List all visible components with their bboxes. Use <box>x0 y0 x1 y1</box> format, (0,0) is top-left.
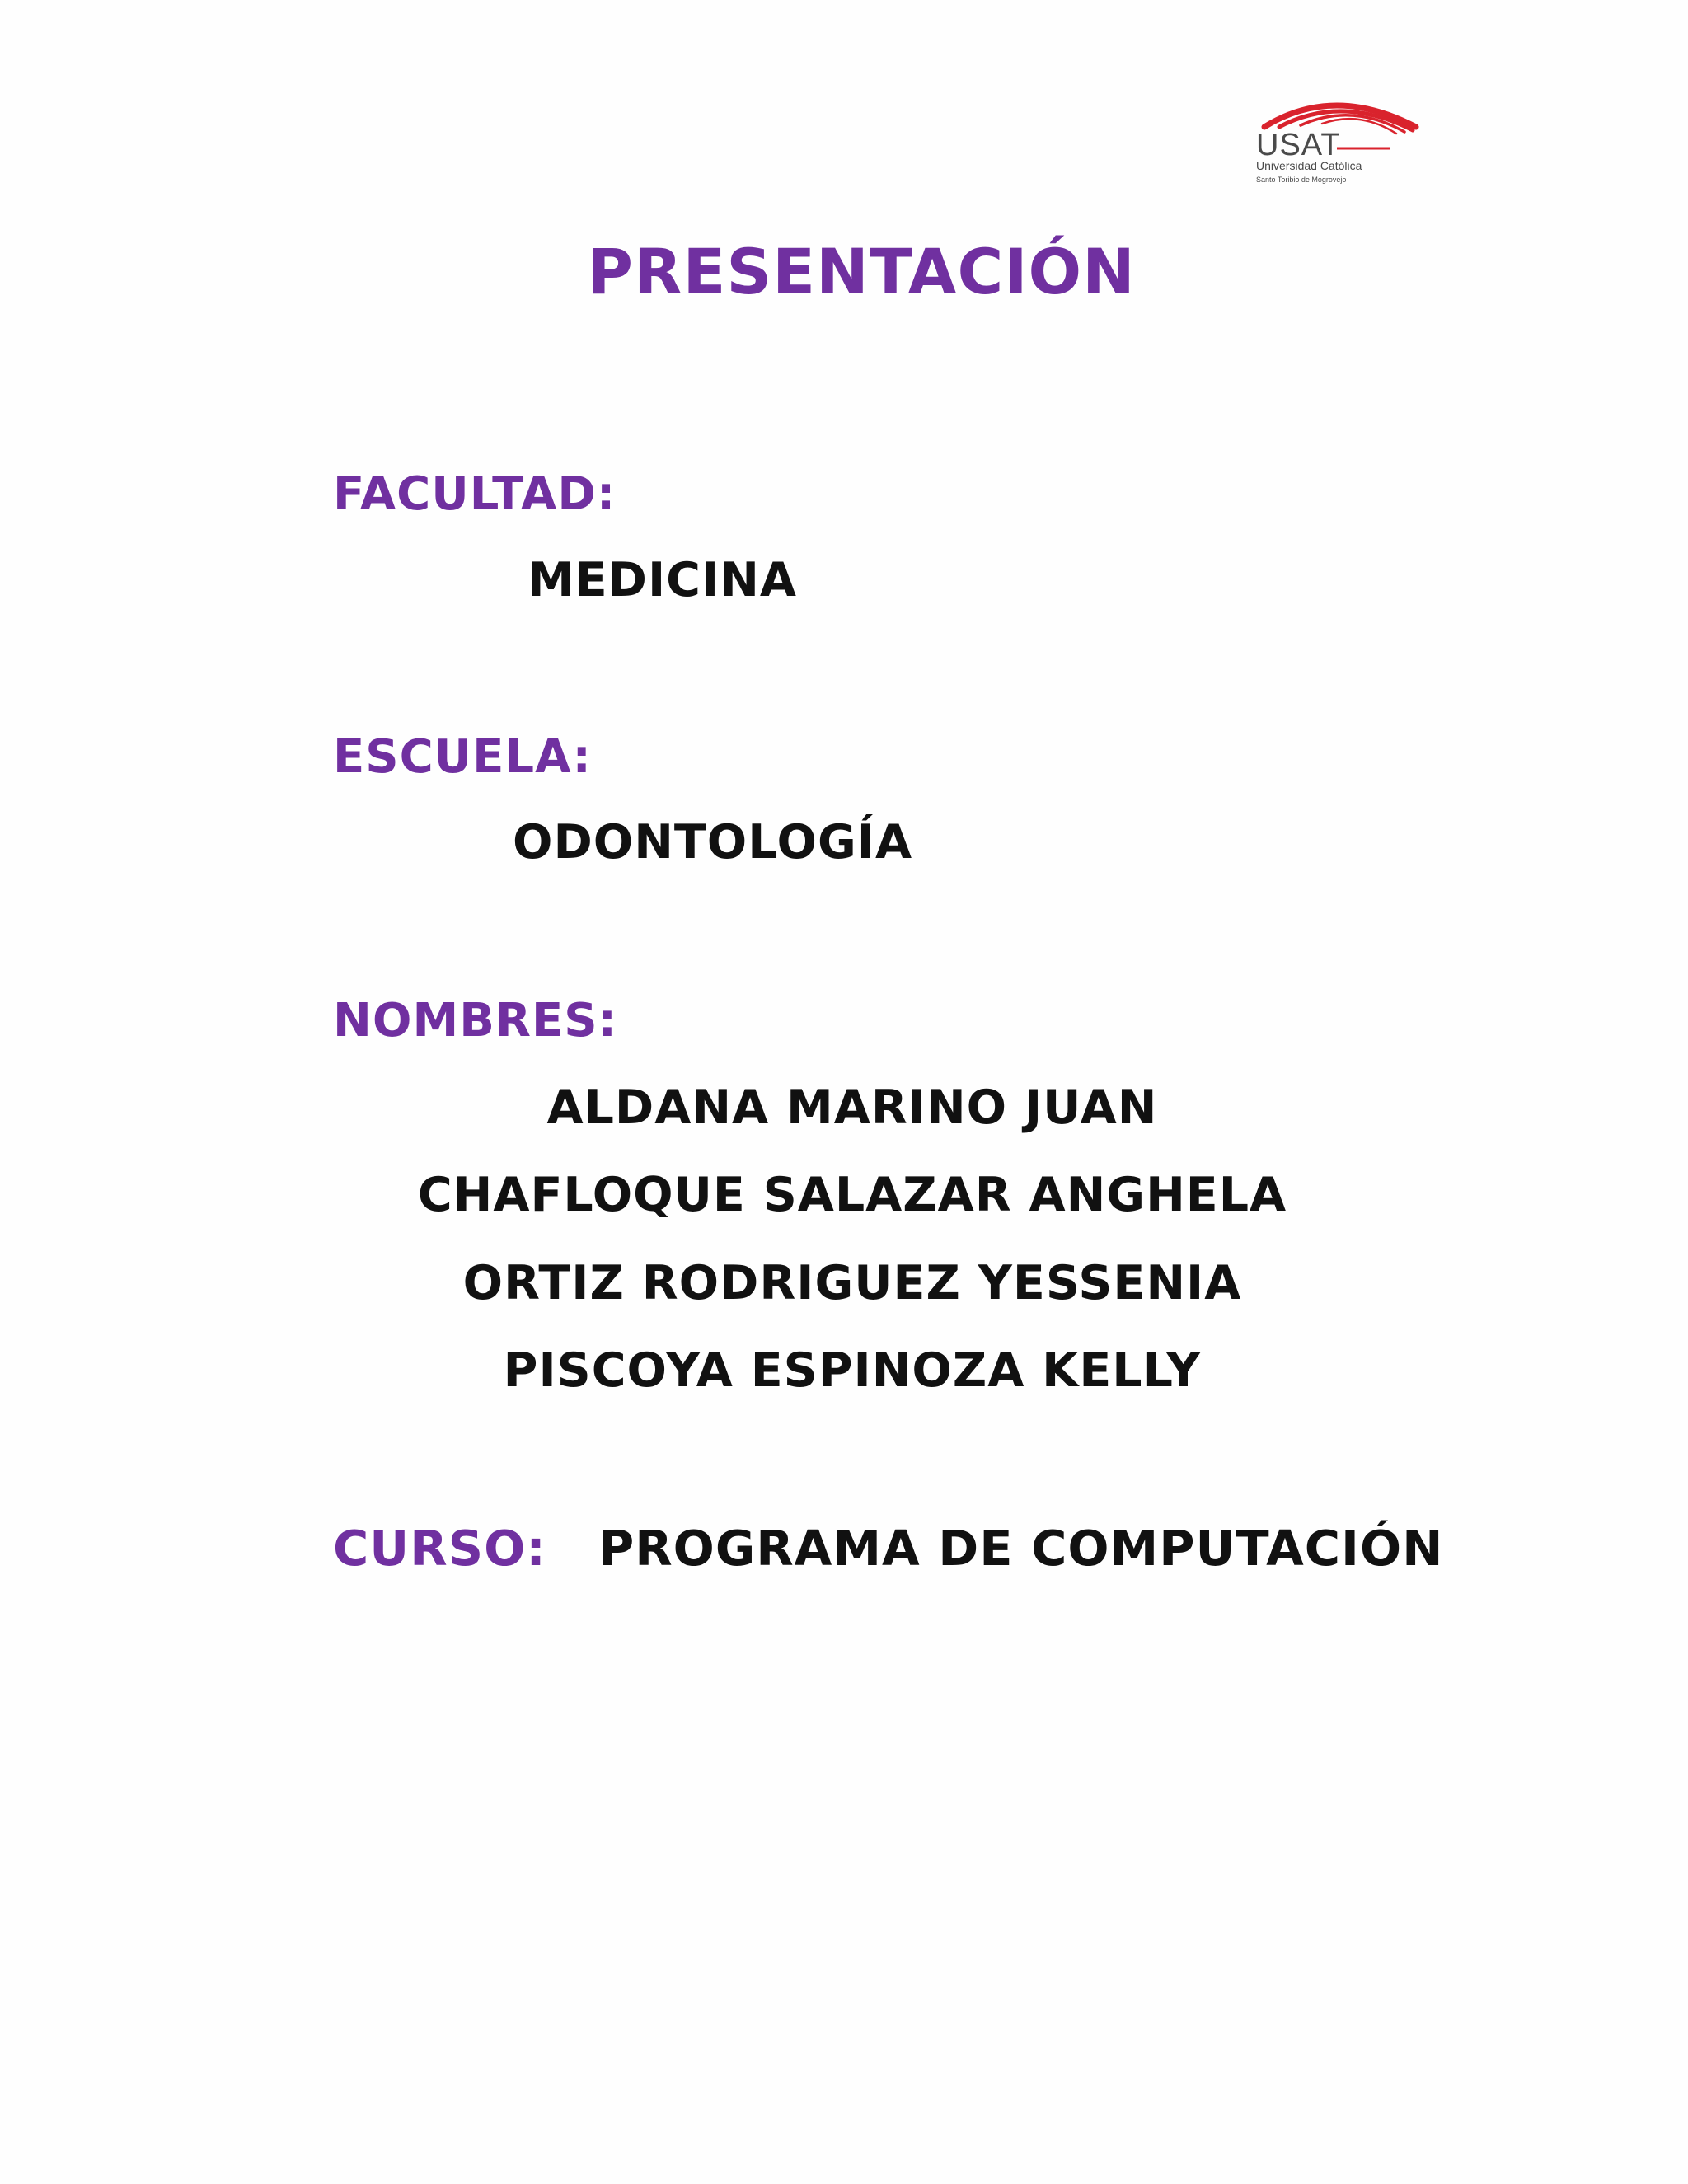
nombre-item: ALDANA MARINO JUAN <box>546 1080 1158 1135</box>
svg-text:Santo Toribio de Mogrovejo: Santo Toribio de Mogrovejo <box>1256 176 1347 184</box>
svg-text:Universidad Católica: Universidad Católica <box>1256 159 1362 172</box>
nombre-item: ORTIZ RODRIGUEZ YESSENIA <box>462 1256 1242 1310</box>
facultad-label: FACULTAD: <box>333 467 617 521</box>
curso-value: PROGRAMA DE COMPUTACIÓN <box>598 1520 1444 1577</box>
svg-text:USAT: USAT <box>1256 128 1341 162</box>
nombre-item: PISCOYA ESPINOZA KELLY <box>503 1343 1202 1398</box>
page-title: PRESENTACIÓN <box>587 235 1136 308</box>
curso-label: CURSO: <box>333 1520 546 1577</box>
escuela-value: ODONTOLOGÍA <box>513 815 913 869</box>
nombres-label: NOMBRES: <box>333 994 617 1047</box>
nombre-item: CHAFLOQUE SALAZAR ANGHELA <box>417 1168 1287 1222</box>
escuela-label: ESCUELA: <box>333 730 592 784</box>
facultad-value: MEDICINA <box>528 553 798 607</box>
usat-logo <box>1251 89 1424 188</box>
usat-logo-graphic <box>1251 89 1424 188</box>
